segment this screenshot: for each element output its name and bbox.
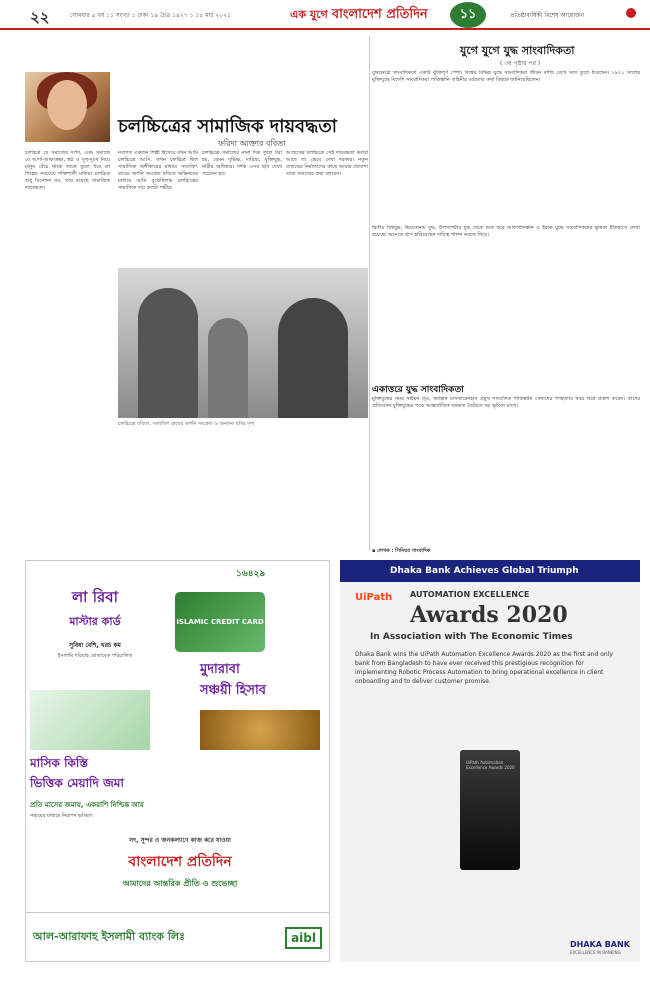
right-article-body-2 [372,225,640,375]
dhaka-bank-tagline: EXCELLENCE IN BANKING [570,950,621,955]
right-article-body-3 [372,396,640,546]
monthly-desc: সঞ্চয়ের মাধ্যমে নিরাপদ ভবিষ্যৎ [30,813,93,819]
monthly-title: মাসিক কিস্তি [30,756,88,770]
anniversary-badge: ১১ [450,2,486,28]
dhaka-bank-advertisement[interactable] [340,560,640,962]
article-column-3 [202,150,282,265]
right-body-3-text: মুক্তিযুদ্ধের সময় সাইমন ড্রিং, অ্যান্থনি মাসকারেনহাস প্রমুখ সাংবাদিক পাকিস্তানি সেনাদের গণহত্যার খবর বিশ্বে প্রকাশ করেন। তাদের প্রতিবেদন মুক্তিযুদ্ধের পক্ষে আন্তর্জাতিক জনমত তৈরিতে বড় ভূমিকা রাখে। [372,396,640,409]
right-article-continued: ( ৩য় পৃষ্ঠার পর ) [500,60,541,67]
lariba-desc: ইসলামি শরিয়াহ মোতাবেক পরিচালিত [57,653,133,659]
author-photo [25,72,110,142]
page-dot-icon [626,8,636,18]
greeting-brand: বাংলাদেশ প্রতিদিন [128,854,232,870]
right-body-2-text: দ্বিতীয় বিশ্বযুদ্ধ, ভিয়েতনাম যুদ্ধ, উপসাগরীয় যুদ্ধ থেকে শুরু করে আফগানিস্তান ও ইরাক যুদ্ধে সাংবাদিকদের ভূমিকা ইতিহাসে লেখা রয়েছে। অনেকে প্রাণ হারিয়েছেন দায়িত্ব পালন করতে গিয়ে। [372,225,640,238]
brand-name: বাংলাদেশ প্রতিদিন [331,6,428,22]
author-note: ▪ লেখক : সিনিয়র সাংবাদিক [372,548,431,554]
film-still-photo [118,268,368,418]
figure-2 [208,318,248,418]
credit-card-image: ISLAMIC CREDIT CARD [175,592,265,652]
figure-3 [278,298,348,418]
column-divider [369,36,370,551]
brand-logo [290,4,428,26]
right-article-title: যুগে যুগে যুদ্ধ সাংবাদিকতা [460,44,575,57]
bank-name: আল-আরাফাহ ইসলামী ব্যাংক লিঃ [33,930,185,943]
coins-image [200,710,320,750]
right-article-body-1 [372,70,640,220]
hotline-number: ১৬৪২৯ [236,569,266,579]
article-col2-text: নবাগত একজন শিল্পী হিসেবে যখন আমি চলচ্চিত্রে আসি, তখন চলচ্চিত্র ছিল সামাজিক অঙ্গীকারের মাধ্যম। সত্যজিৎ রায়ের অশনি সংকেত ছবিতে অভিনয়ের মাধ্যমে আমি বুঝেছিলাম চলচ্চিত্রের সামাজিক দায় কতটা গভীর। [118,150,198,191]
article-col3-text: চলচ্চিত্রে সমাজের নানা দিক তুলে ধরা হয়, যেমন দুর্ভিক্ষ, দারিদ্র্য, মুক্তিযুদ্ধ, নারীর অধিকার। দর্শক এসব ছবি দেখে সচেতন হয়। [202,150,282,177]
dhaka-bank-logo-icon: DHAKA BANK [570,940,630,949]
ad-body-text: Dhaka Bank wins the UiPath Automation Excellence Awards 2020 as the first and only bank from Bangladesh to have ever received this prestigious recognition for implementing Robotic Process Automation to bring operational excellence in client onboarding and to deliver customer promise. [355,651,613,685]
right-subheading: একাত্তরে যুদ্ধ সাংবাদিকতা [372,385,464,395]
article-intro: চলচ্চিত্র যে সমাজের দর্পণ, এবং সমাজে যে আশা-আকাঙ্ক্ষা, স্বপ্ন ও সুখ-দুঃখ নিয়ে মানুষ বেঁচে থাকে তাকে তুলে ধরে তা শিল্পের সবচেয়ে শক্তিশালী মাধ্যম। চলচ্চিত্র শুধু বিনোদন নয়, তার রয়েছে সামাজিক দায়বদ্ধতা। [25,150,110,191]
supplement-label: প্রতিষ্ঠাবার্ষিকী বিশেষ আয়োজন [510,12,585,19]
lariba-subtitle: মাস্টার কার্ড [69,615,121,628]
figure-1 [138,288,198,418]
aibl-logo-icon: aibl [285,927,322,949]
greeting-line: সৎ, সুন্দর ও জনকল্যাণে কাজ করে যাওয়া [129,837,231,844]
article-col4-text: আজকের চলচ্চিত্রে সেই দায়বদ্ধতা কতটা আছে তা ভেবে দেখা দরকার। নতুন প্রজন্মের নির্মাতাদের কাছে আমার প্রত্যাশা তারা সমাজের কথা বলবেন। [286,150,368,177]
bank-footer [25,912,330,962]
greeting-message: আমাদের আন্তরিক প্রীতি ও শুভেচ্ছা [122,879,238,888]
uipath-logo-icon: UiPath [355,592,393,603]
lariba-title: লা রিবা [72,588,118,606]
awards-title: Awards 2020 [410,602,568,628]
monthly-feature: প্রতি মাসের জমায়, একরাশি নিশ্চিন্ত আয় [30,801,144,809]
page-number: ২২ [30,8,50,26]
page-header [0,0,650,30]
brand-prefix: এক যুগে [290,7,328,21]
article-headline: চলচ্চিত্রের সামাজিক দায়বদ্ধতা [118,116,338,137]
award-line: AUTOMATION EXCELLENCE [410,590,530,599]
monthly-deposit-block [30,755,180,821]
right-body-1-text: যুদ্ধক্ষেত্রে সাংবাদিকতা একটি ঝুঁকিপূর্ণ পেশা। বিশ্বের বিভিন্ন যুদ্ধে সাংবাদিকরা জীবন বাজি রেখে সত্য তুলে ধরেছেন। ১৯৭১ সালের মুক্তিযুদ্ধে বিদেশি সাংবাদিকরা পাকিস্তানি বাহিনীর বর্বরতার কথা বিশ্বকে জানিয়েছিলেন। [372,70,640,83]
hands-image [30,690,150,750]
article-column-4 [286,150,368,265]
ad-headline: Dhaka Bank Achieves Global Triumph [340,560,640,582]
photo-caption: চলচ্চিত্রে ববিতা, সত্যজিৎ রায়ের অশনি সংকেত ও অন্যান্য ছবির দৃশ্য [118,421,255,427]
trophy-text: UiPath Automation Excellence Awards 2020 [466,760,515,770]
association-line: In Association with The Economic Times [370,632,573,642]
monthly-subtitle: ভিত্তিক মেয়াদি জমা [30,776,124,790]
lariba-feature: সুবিধা বেশি, খরচ কম [69,642,121,649]
article-column-1 [25,150,110,550]
mudarab-subtitle: সঞ্চয়ী হিসাব [200,683,266,698]
article-byline: ফরিদা আক্তার ববিতা [218,139,286,148]
lariba-card-block [30,586,160,661]
author-face [47,80,87,130]
trophy-image [460,750,520,870]
mudarab-title: মুদারাবা [200,662,240,677]
greeting-block [55,835,305,891]
dateline: সোমবার ৪ বর্ষ ১১ সংখ্যা ১ ঢাকা ১৯ চৈত্র ১৪২৭ ১ ১৫ মার্চ ২০২১ [70,12,231,19]
article-column-2 [118,150,198,265]
